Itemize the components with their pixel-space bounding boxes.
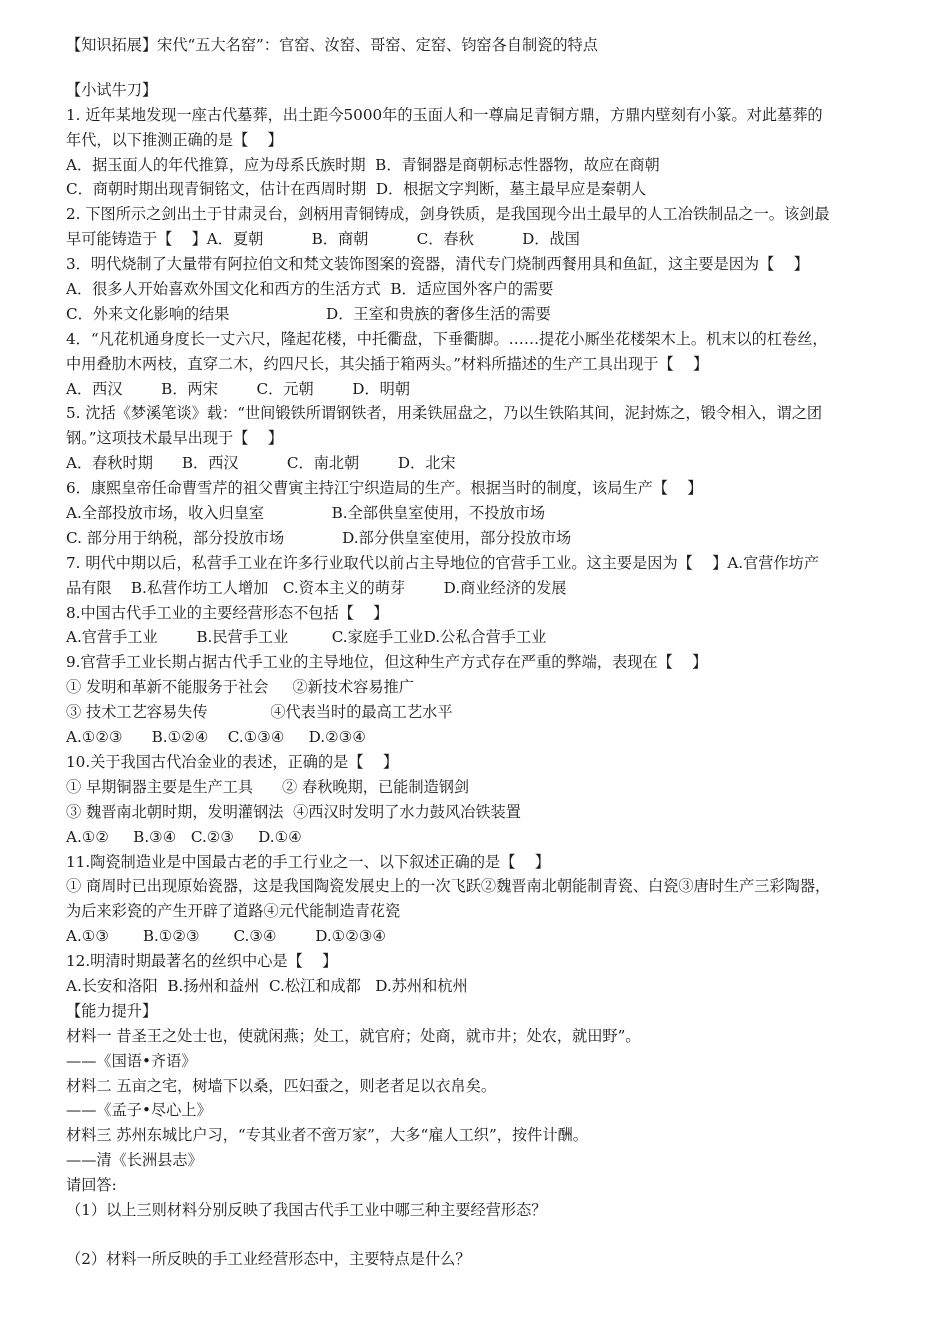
material-1-text: 材料一 昔圣王之处士也，使就闲燕；处工，就官府；处商，就市井；处农，就田野”。 (66, 1026, 641, 1045)
question-2-line-2: 早可能铸造于【 】A．夏朝 B．商朝 C．春秋 D．战国 (66, 230, 580, 249)
question-12-stem: 12.明清时期最著名的丝织中心是【 】 (66, 952, 338, 971)
question-7-line-2: 品有限 B.私营作坊工人增加 C.资本主义的萌芽 D.商业经济的发展 (66, 578, 567, 597)
question-4-options: A．西汉 B．两宋 C．元朝 D．明朝 (66, 379, 411, 398)
material-2-source: ——《孟子•尽心上》 (66, 1101, 212, 1120)
material-3-text: 材料三 苏州东城比户习，“专其业者不啻万家”，大多“雇人工织”，按件计酬。 (66, 1126, 588, 1145)
question-6-stem: 6．康熙皇帝任命曹雪芹的祖父曹寅主持江宁织造局的生产。根据当时的制度，该局生产【 】 (66, 479, 703, 498)
practice-section-heading: 【小试牛刀】 (66, 80, 158, 99)
ability-section-heading: 【能力提升】 (66, 1001, 158, 1020)
question-3-options-cd: C．外来文化影响的结果 D．王室和贵族的奢侈生活的需要 (66, 304, 551, 323)
question-12-options: A.长安和洛阳 B.扬州和益州 C.松江和成都 D.苏州和杭州 (66, 976, 468, 995)
question-1-line-2: 年代，以下推测正确的是【 】 (66, 130, 283, 149)
question-4-line-2: 中用叠肋木两枝，直穿二木，约四尺长，其尖插于箱两头。”材料所描述的生产工具出现于【 】 (66, 354, 709, 373)
question-1-options-ab: A．据玉面人的年代推算，应为母系氏族时期 B．青铜器是商朝标志性器物，故应在商朝 (66, 155, 660, 174)
question-1-options-cd: C．商朝时期出现青铜铭文，估计在西周时期 D．根据文字判断，墓主最早应是秦朝人 (66, 180, 647, 199)
knowledge-extension-heading: 【知识拓展】宋代“五大名窑”：官窑、汝窑、哥窑、定窑、钧窑各自制瓷的特点 (66, 36, 598, 54)
blank-line (66, 58, 894, 78)
material-1-source: ——《国语•齐语》 (66, 1051, 197, 1070)
question-3-options-ab: A．很多人开始喜欢外国文化和西方的生活方式 B．适应国外客户的需要 (66, 280, 554, 299)
question-10-stem: 10.关于我国古代冶金业的表述，正确的是【 】 (66, 752, 399, 771)
question-1-line-1: 1. 近年某地发现一座古代墓葬，出土距今5000年的玉面人和一尊扁足青铜方鼎，方鼎内壁刻有小篆。对此墓葬的 (66, 105, 823, 124)
question-11-stem: 11.陶瓷制造业是中国最古老的手工行业之一、以下叙述正确的是【 】 (66, 852, 550, 871)
question-8-stem: 8.中国古代手工业的主要经营形态不包括【 】 (66, 603, 389, 622)
sub-question-1: （1）以上三则材料分别反映了我国古代手工业中哪三种主要经营形态？ (66, 1200, 547, 1219)
question-9-stem: 9.官营手工业长期占据古代手工业的主导地位，但这种生产方式存在严重的弊端，表现在【 】 (66, 653, 708, 672)
question-10-statements-2: ③ 魏晋南北朝时期，发明灌钢法 ④西汉时发明了水力鼓风冶铁装置 (66, 802, 521, 821)
question-5-line-1: 5. 沈括《梦溪笔谈》载：“世间锻铁所谓钢铁者，用柔铁屈盘之，乃以生铁陷其间，泥封炼之，锻令相入，谓之团 (66, 404, 823, 423)
question-9-statements-2: ③ 技术工艺容易失传 ④代表当时的最高工艺水平 (66, 703, 453, 722)
question-4-line-1: 4．“凡花机通身度长一丈六尺，隆起花楼，中托衢盘，下垂衢脚。……提花小厮坐花楼架木上。机末以的杠卷丝， (66, 329, 828, 348)
question-8-options: A.官营手工业 B.民营手工业 C.家庭手工业D.公私合营手工业 (66, 628, 547, 647)
material-3-source: ——清《长洲县志》 (66, 1151, 203, 1170)
material-2-text: 材料二 五亩之宅，树墙下以桑，匹妇蚕之，则老者足以衣帛矣。 (66, 1076, 497, 1095)
question-2-line-1: 2. 下图所示之剑出土于甘肃灵台，剑柄用青铜铸成，剑身铁质，是我国现今出土最早的人工冶铁制品之一。该剑最 (66, 205, 830, 224)
question-5-line-2: 钢。”这项技术最早出现于【 】 (66, 429, 283, 448)
question-11-options: A.①③ B.①②③ C.③④ D.①②③④ (66, 927, 387, 946)
answer-prompt: 请回答: (66, 1176, 117, 1195)
question-10-options: A.①② B.③④ C.②③ D.①④ (66, 827, 302, 846)
question-3-stem: 3．明代烧制了大量带有阿拉伯文和梵文装饰图案的瓷器，清代专门烧制西餐用具和鱼缸，这主要是因为【 】 (66, 255, 809, 274)
question-9-statements-1: ① 发明和革新不能服务于社会 ②新技术容易推广 (66, 678, 414, 697)
question-6-options-cd: C. 部分用于纳税，部分投放市场 D.部分供皇室使用，部分投放市场 (66, 528, 572, 547)
question-11-statements-1: ① 商周时已出现原始瓷器，这是我国陶瓷发展史上的一次飞跃②魏晋南北朝能制青瓷、白瓷③唐时生产三彩陶器， (66, 877, 831, 896)
question-10-statements-1: ① 早期铜器主要是生产工具 ② 春秋晚期，已能制造钢剑 (66, 777, 470, 796)
sub-question-2: （2）材料一所反映的手工业经营形态中，主要特点是什么？ (66, 1249, 471, 1268)
question-9-options: A.①②③ B.①②④ C.①③④ D.②③④ (66, 728, 366, 747)
question-11-statements-2: 为后来彩瓷的产生开辟了道路④元代能制造青花瓷 (66, 902, 401, 921)
question-6-options-ab: A.全部投放市场，收入归皇室 B.全部供皇室使用，不投放市场 (66, 504, 546, 523)
answer-space (66, 1223, 894, 1247)
question-7-line-1: 7. 明代中期以后，私营手工业在许多行业取代以前占主导地位的官营手工业。这主要是因为【 】A.官营作坊产 (66, 553, 820, 572)
question-5-options: A．春秋时期 B．西汉 C．南北朝 D．北宋 (66, 454, 456, 473)
